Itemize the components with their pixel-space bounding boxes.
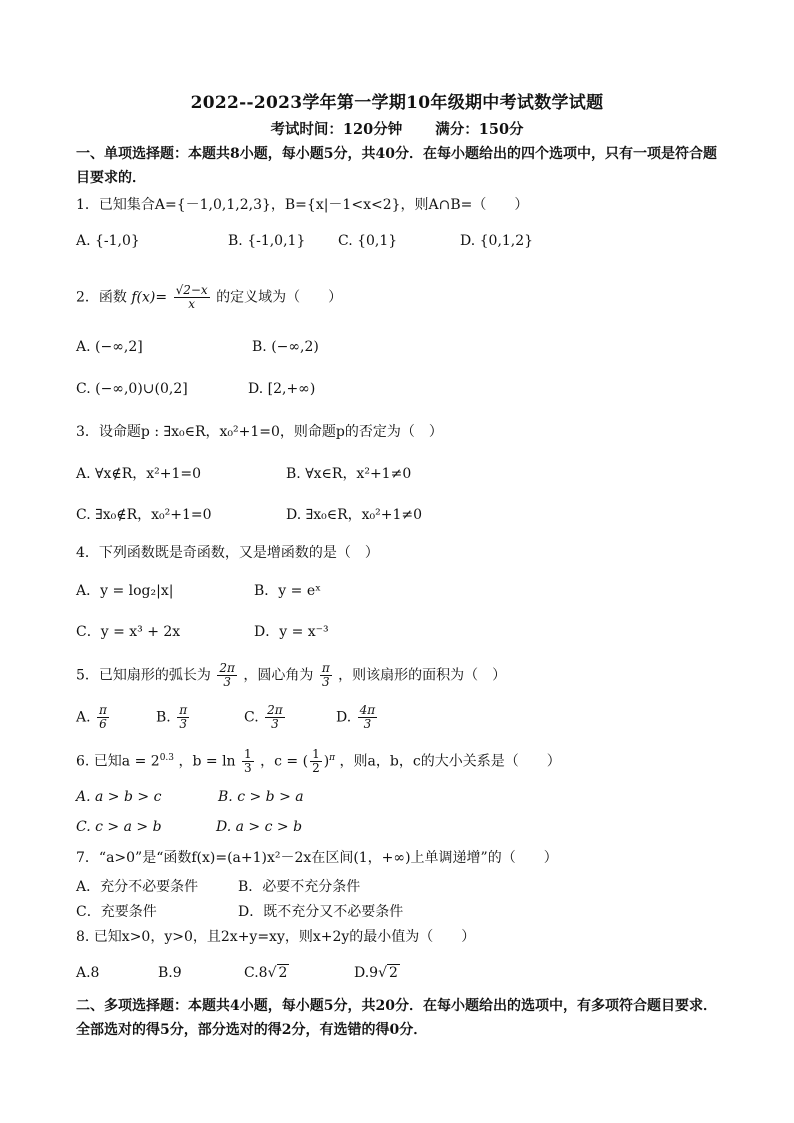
q6-part-1: 6. 已知a = 2: [76, 753, 160, 770]
q7-option-d: D．既不充分又不必要条件: [238, 904, 404, 920]
q8-option-b: B.9: [158, 965, 182, 981]
q7-option-a: A．充分不必要条件: [76, 879, 199, 895]
q5-arc-numerator: 2π: [219, 661, 235, 675]
q8-option-d: D.9√ 2: [354, 965, 398, 981]
q5-option-c: [244, 704, 287, 731]
q5-option-a-fraction: [97, 704, 109, 731]
q6-option-c: C. c > a > b: [76, 819, 162, 835]
q3-option-d: D. ∃x₀∈R，x₀²+1≠0: [286, 507, 423, 523]
q5-suffix: ，则该扇形的面积为（ ）: [338, 667, 507, 684]
question-5: [76, 662, 506, 689]
q5-option-b-label: B.: [156, 709, 171, 726]
q5-option-a-label: A.: [76, 709, 91, 726]
q2-option-a: A. (−∞,2]: [76, 339, 143, 355]
exam-title: 2022--2023学年第一学期10年级期中考试数学试题: [190, 93, 604, 113]
q4-option-a: A．y = log₂|x|: [76, 583, 174, 599]
q6-option-a: A. a > b > c: [76, 789, 162, 805]
q8-option-c-radicand: 2: [278, 965, 288, 981]
q5-angle-numerator: π: [321, 661, 330, 675]
section-1-heading: 一、单项选择题：本题共8小题，每小题5分，共40分．在每小题给出的四个选项中，只有一项是符合题目要求的．: [76, 146, 717, 186]
q5-option-d: [336, 704, 379, 731]
q5-option-d-fraction: [358, 704, 378, 731]
q2-fraction: [174, 284, 210, 311]
q5-arc-fraction: [217, 662, 237, 689]
q3-option-b: B. ∀x∈R，x²+1≠0: [286, 466, 412, 482]
q6-part-5: ，则a，b，c的大小关系是（ ）: [339, 753, 561, 770]
question-6: [76, 747, 561, 775]
q4-option-b: B．y = eˣ: [254, 583, 322, 599]
q5-mid: ，圆心角为: [243, 667, 314, 684]
q5-option-b-numerator: π: [179, 703, 188, 717]
q5-option-b-fraction: [177, 704, 189, 731]
q8-option-a: A.8: [76, 965, 100, 981]
q2-denominator: x: [188, 297, 195, 311]
q5-arc-denominator: 3: [223, 675, 231, 689]
question-1: 1．已知集合A={－1,0,1,2,3}，B={x|－1<x<2}，则A∩B=（ ）: [76, 197, 529, 213]
q2-function: f(x)=: [131, 289, 168, 306]
q1-option-c: C. {0,1}: [338, 233, 398, 249]
q2-option-c: C. (−∞,0)∪(0,2]: [76, 381, 188, 397]
q7-option-b: B．必要不充分条件: [238, 879, 361, 895]
q6-ln-denominator: 3: [244, 761, 252, 776]
question-8: 8. 已知x>0，y>0，且2x+y=xy，则x+2y的最小值为（ ）: [76, 929, 476, 945]
q1-option-b: B. {-1,0,1}: [228, 233, 306, 249]
exam-time: 考试时间：120分钟: [270, 121, 403, 138]
q6-option-d: D. a > c > b: [216, 819, 303, 835]
q6-ln-numerator: 1: [244, 747, 252, 762]
q5-option-d-numerator: 4π: [359, 703, 376, 717]
q6-ln-fraction: [242, 748, 254, 775]
q6-c-numerator: 1: [312, 747, 320, 762]
q6-part-3: ，c = (: [260, 753, 309, 770]
q1-option-a: A. {-1,0}: [76, 233, 140, 249]
q6-part-4: ): [323, 753, 330, 770]
exam-info: [0, 118, 794, 139]
section-2-heading: 二、多项选择题：本题共4小题，每小题5分，共20分．在每小题给出的选项中，有多项符合题目要求．全部选对的得5分，部分选对的得2分，有选错的得0分．: [76, 998, 717, 1038]
q2-option-d: D. [2,+∞): [248, 381, 316, 397]
q6-c-denominator: 2: [312, 761, 320, 776]
q7-option-c: C．充要条件: [76, 904, 157, 920]
question-2: [76, 284, 342, 311]
q6-part-2: ，b = ln: [178, 753, 236, 770]
q5-option-a-numerator: π: [99, 703, 107, 717]
q5-option-c-denominator: 3: [271, 717, 279, 731]
q1-option-d: D. {0,1,2}: [460, 233, 534, 249]
q3-option-a: A. ∀x∉R，x²+1=0: [76, 466, 202, 482]
q6-c-fraction: [310, 748, 322, 775]
q8-option-d-radicand: 2: [389, 965, 398, 981]
q4-option-c: C．y = x³ + 2x: [76, 624, 181, 640]
q2-option-b: B. (−∞,2): [252, 339, 319, 355]
q2-suffix: 的定义域为（ ）: [216, 289, 343, 306]
q5-option-c-label: C.: [244, 709, 259, 726]
question-7: 7．“a>0”是“函数f(x)=(a+1)x²－2x在区间(1，+∞)上单调递增”的（ ）: [76, 850, 558, 866]
q8-option-d-label: D.9: [354, 965, 379, 981]
q8-option-c: C.8√ 2: [244, 965, 288, 981]
q5-option-d-label: D.: [336, 709, 352, 726]
q4-option-d: D．y = x⁻³: [254, 624, 329, 640]
q5-option-c-numerator: 2π: [267, 703, 283, 717]
q5-option-b: [156, 704, 191, 731]
q5-option-c-fraction: [265, 704, 285, 731]
q6-option-b: B. c > b > a: [218, 789, 304, 805]
q5-angle-denominator: 3: [321, 675, 330, 689]
question-3: 3．设命题p : ∃x₀∈R，x₀²+1=0，则命题p的否定为（ ）: [76, 424, 443, 440]
full-score: 满分：150分: [435, 121, 524, 138]
q8-option-c-label: C.8: [244, 965, 268, 981]
q5-option-d-denominator: 3: [363, 717, 372, 731]
q5-prefix: 5．已知扇形的弧长为: [76, 667, 211, 684]
q5-option-a: [76, 704, 111, 731]
q5-angle-fraction: [320, 662, 332, 689]
q3-option-c: C. ∃x₀∉R，x₀²+1=0: [76, 507, 212, 523]
q6-exponent: 0.3: [159, 753, 175, 763]
q5-option-b-denominator: 3: [179, 717, 187, 731]
question-4: 4．下列函数既是奇函数，又是增函数的是（ ）: [76, 545, 379, 561]
q6-c-exponent: π: [329, 753, 336, 763]
q5-option-a-denominator: 6: [99, 717, 107, 731]
q2-numerator: √2−x: [175, 283, 208, 297]
q2-prefix: 2．函数: [76, 289, 127, 306]
